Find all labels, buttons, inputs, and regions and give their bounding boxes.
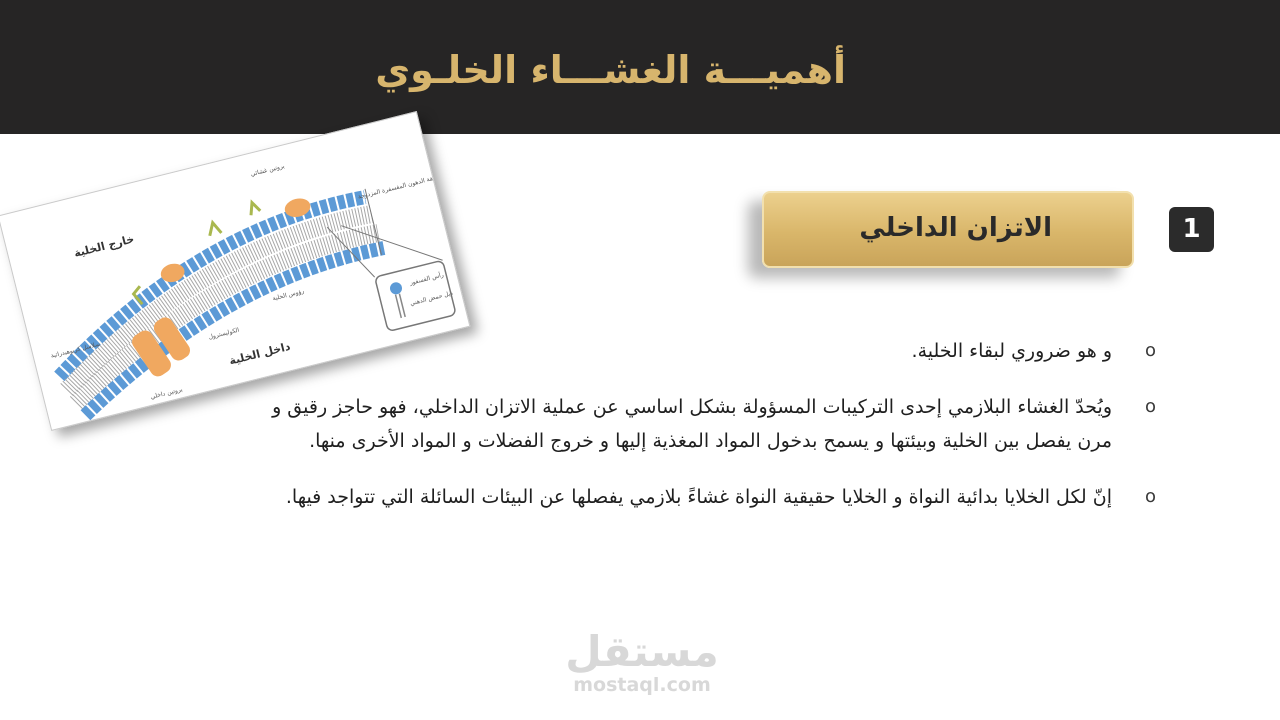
bullet-text: و هو ضروري لبقاء الخلية.	[911, 340, 1112, 362]
bullet-text: إنّ لكل الخلايا بدائية النواة و الخلايا حقيقية النواة غشاءً بلازمي يفصلها عن البيئات السائلة التي تتواجد فيها.	[285, 486, 1112, 508]
diagram-label: طبقة الدهون المفسفرة المزدوجة	[357, 173, 440, 201]
outside-cell-label: خارج الخلية	[72, 232, 136, 260]
diagram-label: الكوليسترول	[207, 326, 240, 341]
bullet-circle-icon: o	[1144, 340, 1156, 361]
list-item	[232, 480, 1156, 514]
inside-cell-label: داخل الخلية	[227, 339, 292, 368]
bullet-circle-icon: o	[1144, 486, 1156, 507]
watermark-arabic: مستقل	[565, 627, 719, 676]
section-title-box	[762, 191, 1134, 268]
diagram-label: رأس الفسفور	[408, 271, 445, 287]
bullet-list	[232, 334, 1156, 536]
watermark-latin: mostaql.com	[573, 674, 711, 696]
bullet-circle-icon: o	[1144, 396, 1156, 417]
watermark-logo	[562, 627, 722, 696]
list-item	[232, 390, 1156, 458]
diagram-label: ذيل حمض الدهني	[409, 289, 454, 308]
phospholipid-inset	[327, 202, 456, 340]
bullet-text: ويُحدّ الغشاء البلازمي إحدى التركيبات المسؤولة بشكل اساسي عن عملية الاتزان الداخلي، فهو حاجز رقيق و مرن يفصل بين الخلية وبيئتها و يسمح بدخول المواد المغذية إليها و خروج الفضلات و المواد الأخرى منها.	[272, 396, 1112, 452]
section-title: الاتزان الداخلي	[859, 213, 1052, 243]
diagram-label: سلاسل كربوهيدراتية	[50, 340, 101, 360]
diagram-label: بروتين غشائي	[249, 162, 286, 178]
list-item	[232, 334, 1156, 368]
diagram-label: بروتين داخلي	[149, 386, 184, 401]
page-title: أهميـــة الغشـــاء الخلـوي	[375, 48, 846, 92]
diagram-label: رؤوس الخلية	[271, 287, 305, 303]
section-number-badge: 1	[1169, 207, 1214, 252]
